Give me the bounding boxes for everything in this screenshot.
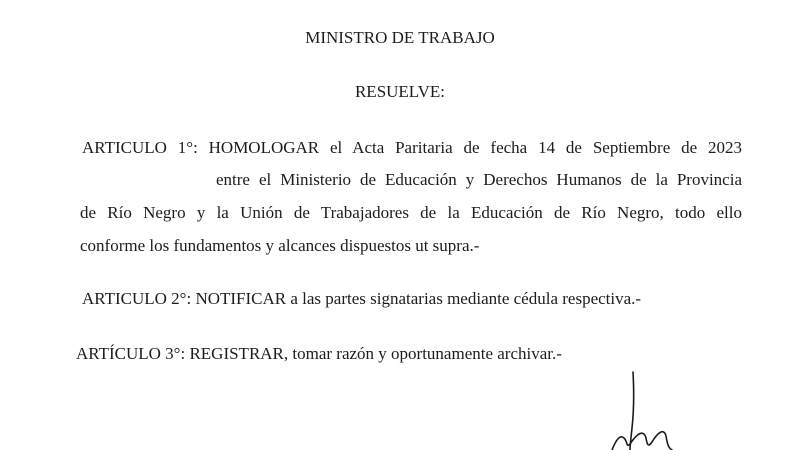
- document-title: MINISTRO DE TRABAJO: [305, 28, 495, 47]
- article-1-line-3: de Río Negro y la Unión de Trabajadores de la Educación de Río Negro, todo ello: [80, 203, 742, 222]
- signature-mark: [600, 366, 700, 450]
- article-3-line-1: ARTÍCULO 3°: REGISTRAR, tomar razón y oportunamente archivar.-: [76, 344, 562, 363]
- article-2-line-1: ARTICULO 2°: NOTIFICAR a las partes signatarias mediante cédula respectiva.-: [82, 289, 642, 308]
- article-1-line-2: entre el Ministerio de Educación y Derechos Humanos de la Provincia: [216, 170, 742, 189]
- resolves-heading: RESUELVE:: [354, 82, 446, 101]
- article-1-line-1: ARTICULO 1°: HOMOLOGAR el Acta Paritaria de fecha 14 de Septiembre de 2023: [82, 138, 742, 157]
- article-1-line-4: conforme los fundamentos y alcances dispuestos ut supra.-: [80, 236, 480, 255]
